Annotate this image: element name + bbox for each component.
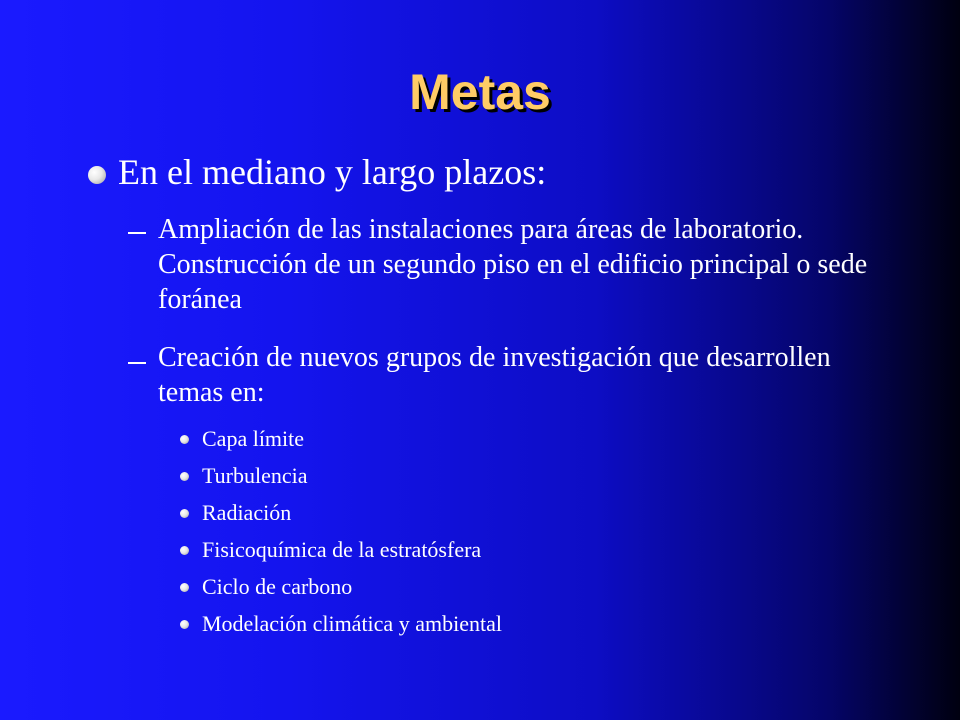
bullet-level1-text: En el mediano y largo plazos: — [118, 152, 547, 192]
bullet-level2-text-2: Creación de nuevos grupos de investigación que desarrollen temas en: — [158, 342, 831, 408]
subtopic-item — [178, 494, 502, 531]
bullet-dot-icon — [180, 509, 189, 518]
bullet-dot-icon — [180, 583, 189, 592]
subtopic-label: Modelación climática y ambiental — [202, 611, 502, 636]
bullet-dot-icon — [180, 472, 189, 481]
bullet-dot-icon — [180, 546, 189, 555]
bullet-dot-icon — [180, 620, 189, 629]
bullet-dot-icon — [88, 166, 106, 184]
dash-icon — [128, 362, 146, 364]
bullet-dot-icon — [180, 435, 189, 444]
subtopic-label: Turbulencia — [202, 463, 308, 488]
subtopic-label: Fisicoquímica de la estratósfera — [202, 537, 482, 562]
subtopic-item — [178, 605, 502, 642]
subtopic-label: Capa límite — [202, 426, 305, 451]
subtopic-item — [178, 420, 502, 457]
bullet-level2-text-1: Ampliación de las instalaciones para áreas de laboratorio. Construcción de un segundo piso en el edificio principal o sede foránea — [158, 214, 868, 315]
subtopic-item — [178, 568, 502, 605]
slide-title: Metas — [409, 64, 551, 120]
subtopic-item — [178, 457, 502, 494]
dash-icon — [128, 232, 146, 234]
subtopic-list — [178, 420, 502, 642]
subtopic-label: Ciclo de carbono — [202, 574, 353, 599]
subtopic-label: Radiación — [202, 500, 292, 525]
subtopic-item — [178, 531, 502, 568]
